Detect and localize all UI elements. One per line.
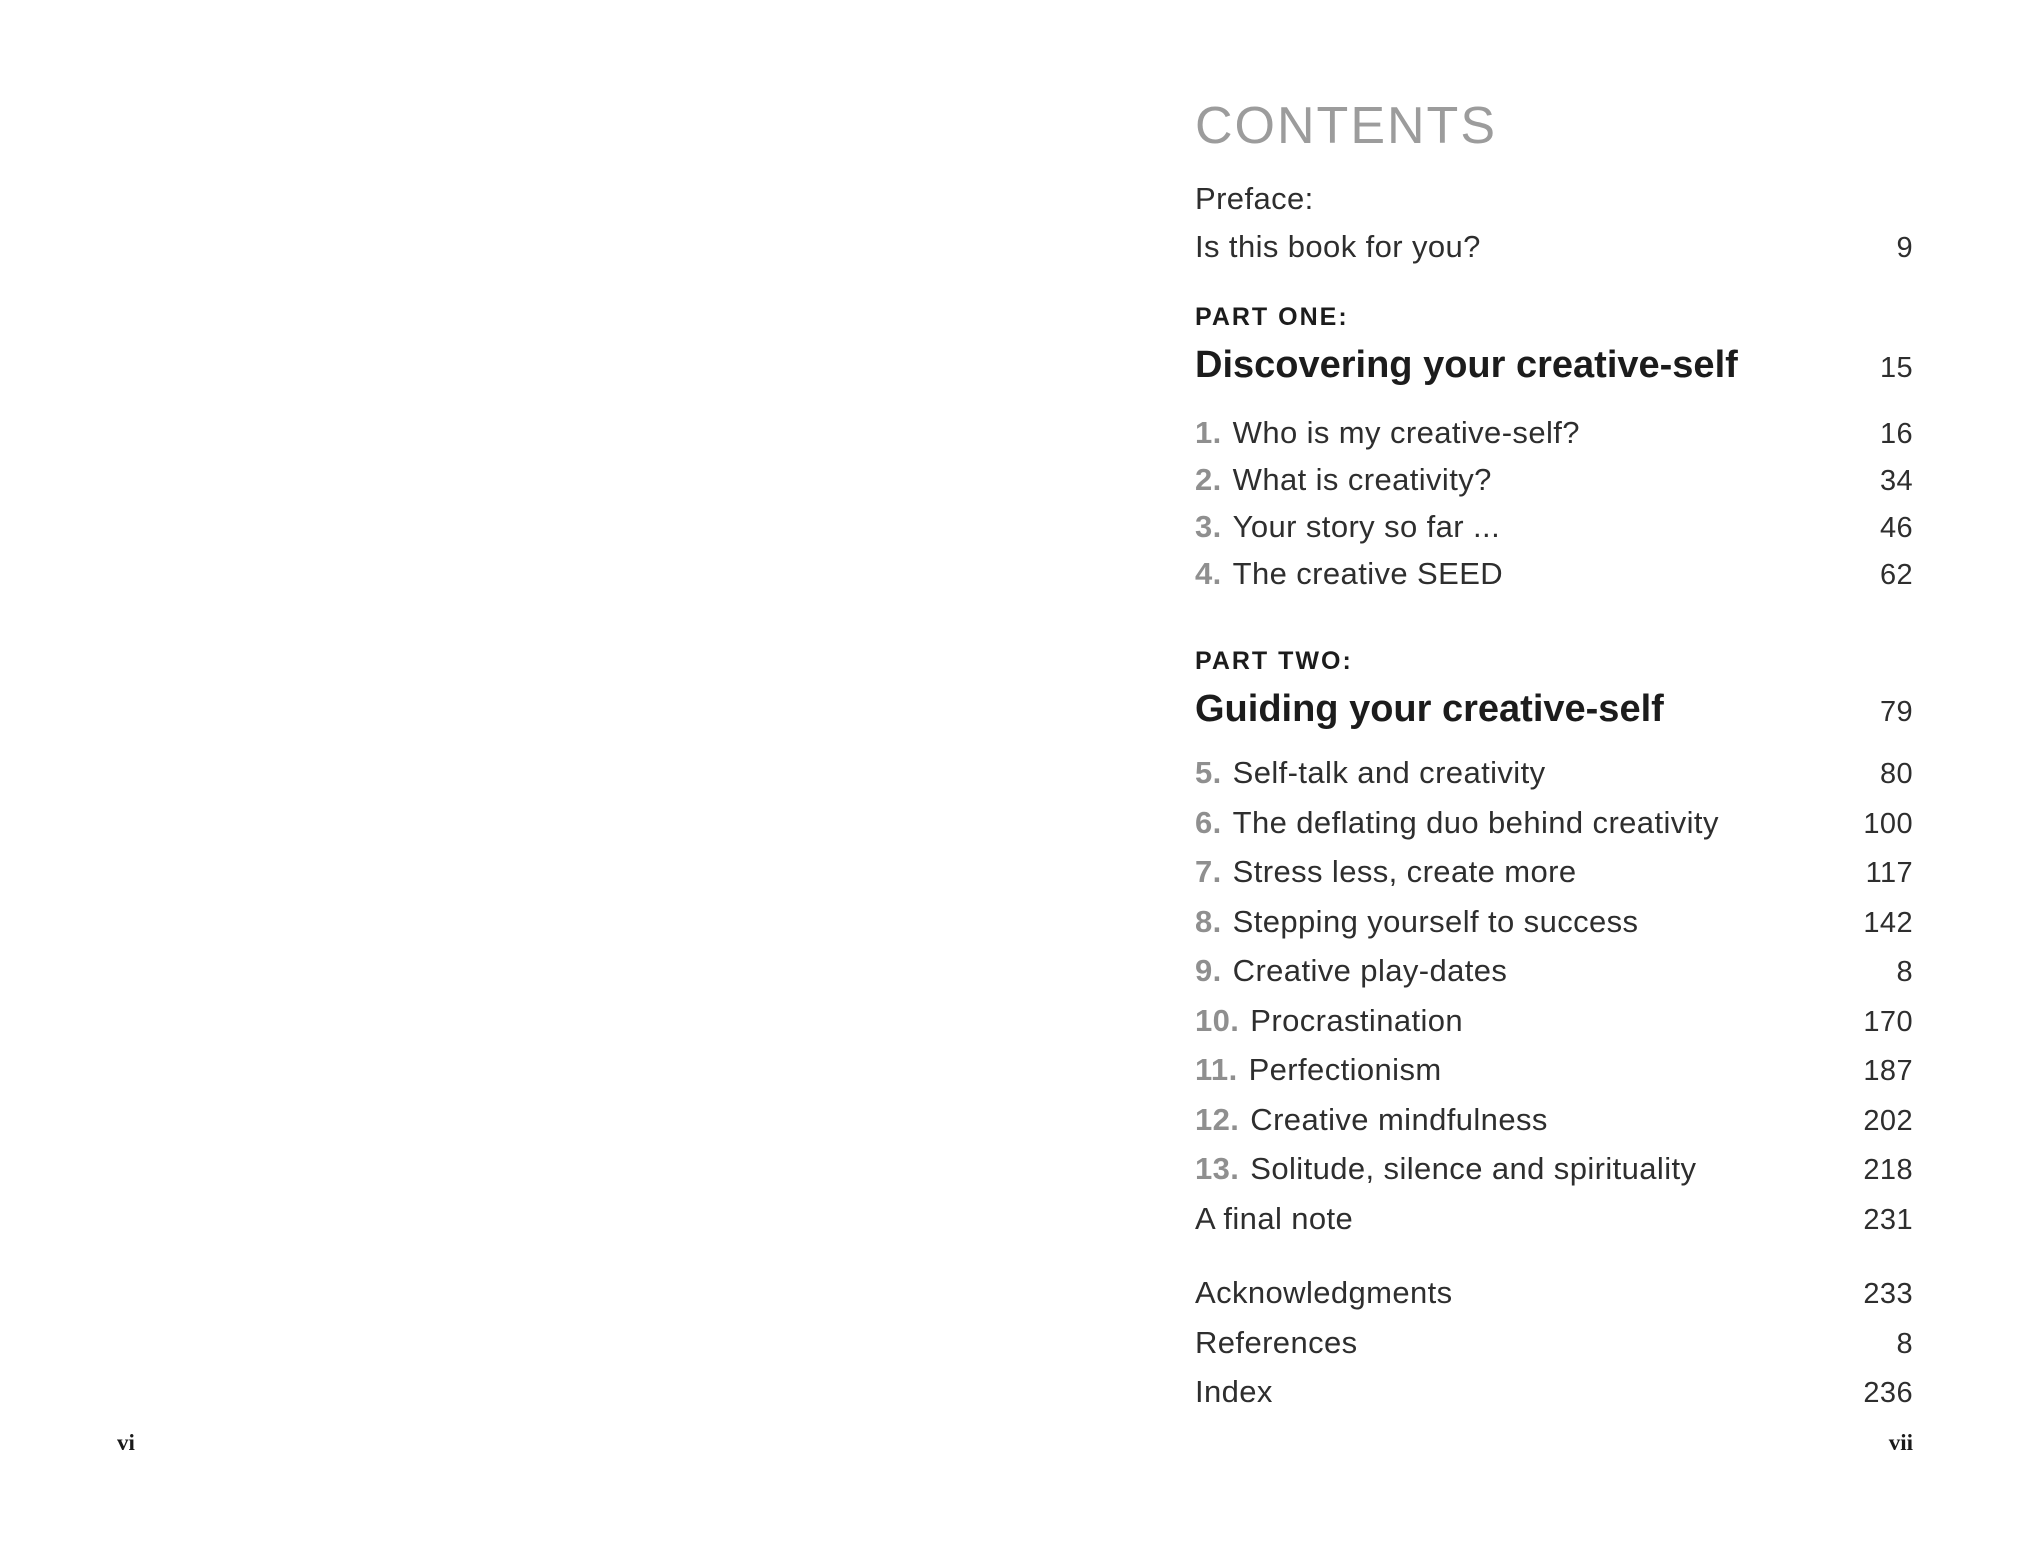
chapter-page-number: 187 <box>1863 1055 1913 1087</box>
chapter-number: 5. <box>1195 755 1222 790</box>
backmatter-page-number: 8 <box>1896 1327 1913 1360</box>
part-two-chapter-list <box>1195 749 1913 1244</box>
toc-entry <box>1195 749 1913 799</box>
toc-entry <box>1195 1195 1913 1245</box>
chapter-number: 4. <box>1195 556 1222 591</box>
toc-entry-label <box>1195 410 1580 456</box>
toc-entry <box>1195 848 1913 898</box>
chapter-number: 11. <box>1195 1052 1238 1087</box>
chapter-title: Creative play-dates <box>1232 953 1508 988</box>
chapter-title: Solitude, silence and spirituality <box>1250 1151 1697 1186</box>
chapter-title: Procrastination <box>1250 1002 1464 1038</box>
chapter-number: 1. <box>1195 415 1222 450</box>
preface-page-number: 9 <box>1896 231 1913 264</box>
toc-entry-label <box>1195 1046 1442 1094</box>
toc-entry <box>1195 1368 1913 1418</box>
part-one-chapter-list <box>1195 410 1913 598</box>
toc-entry <box>1195 410 1913 457</box>
chapter-title: The deflating duo behind creativity <box>1232 804 1719 840</box>
chapter-title: Perfectionism <box>1248 1052 1442 1087</box>
chapter-number: 8. <box>1195 903 1222 939</box>
toc-entry-label <box>1195 1096 1548 1144</box>
chapter-page-number: 170 <box>1863 1005 1913 1038</box>
chapter-page-number: 117 <box>1865 857 1913 889</box>
part-one-kicker: PART ONE: <box>1195 303 1349 331</box>
chapter-title: Who is my creative-self? <box>1232 415 1580 450</box>
chapter-number: 13. <box>1195 1151 1240 1186</box>
chapter-title: Your story so far ... <box>1232 509 1501 544</box>
toc-entry <box>1195 997 1913 1047</box>
toc-entry-label <box>1195 947 1507 995</box>
toc-entry <box>1195 799 1913 849</box>
part-two-kicker: PART TWO: <box>1195 647 1353 675</box>
chapter-title: The creative SEED <box>1232 556 1504 591</box>
toc-entry <box>1195 898 1913 948</box>
chapter-title: Stepping yourself to success <box>1232 903 1639 939</box>
chapter-page-number: 202 <box>1863 1104 1913 1137</box>
folio-right-page-number: vii <box>1888 1430 1913 1455</box>
toc-entry-label <box>1195 898 1638 946</box>
part-one-title-row <box>1195 340 1913 393</box>
toc-entry-label <box>1195 1195 1353 1243</box>
part-one-page-number: 15 <box>1879 352 1913 384</box>
toc-entry-label <box>1195 504 1500 550</box>
backmatter-page-number: 233 <box>1863 1278 1913 1310</box>
backmatter-page-number: 236 <box>1863 1377 1913 1409</box>
chapter-page-number: 46 <box>1879 512 1913 544</box>
toc-entry <box>1195 1319 1913 1369</box>
toc-entry-label <box>1195 799 1719 847</box>
chapter-page-number: 62 <box>1879 559 1913 591</box>
chapter-title: Self-talk and creativity <box>1232 755 1546 790</box>
toc-entry <box>1195 947 1913 997</box>
chapter-number: 6. <box>1195 804 1222 840</box>
backmatter-list <box>1195 1269 1913 1418</box>
part-two-title-row <box>1195 684 1913 737</box>
preface-question: Is this book for you? <box>1195 228 1481 264</box>
toc-entry-label <box>1195 997 1463 1045</box>
chapter-number: 7. <box>1195 854 1222 889</box>
chapter-number: 3. <box>1195 509 1222 544</box>
toc-entry-label <box>1195 848 1576 896</box>
preface-label: Preface: <box>1195 181 1314 216</box>
chapter-page-number: 80 <box>1879 758 1913 790</box>
table-of-contents <box>1195 98 1913 1418</box>
toc-entry-label <box>1195 1145 1696 1193</box>
chapter-title: What is creativity? <box>1232 462 1492 497</box>
toc-entry <box>1195 504 1913 551</box>
chapter-title: Creative mindfulness <box>1250 1101 1548 1137</box>
part-two-title: Guiding your creative-self <box>1195 688 1664 730</box>
toc-entry-label <box>1195 551 1503 597</box>
toc-entry-label <box>1195 749 1546 797</box>
toc-entry <box>1195 1145 1913 1195</box>
toc-entry <box>1195 457 1913 504</box>
chapter-number: 2. <box>1195 462 1222 497</box>
toc-entry <box>1195 1269 1913 1319</box>
chapter-page-number: 16 <box>1879 418 1913 450</box>
part-two-page-number: 79 <box>1879 696 1913 728</box>
folio-left-page-number: vi <box>117 1430 135 1455</box>
preface-group <box>1195 175 1913 272</box>
chapter-page-number: 142 <box>1863 906 1913 939</box>
toc-entry-label <box>1195 457 1492 503</box>
chapter-page-number: 231 <box>1863 1203 1913 1236</box>
contents-title: CONTENTS <box>1195 97 1497 155</box>
chapter-title: A final note <box>1195 1200 1354 1236</box>
backmatter-title: Index <box>1195 1374 1273 1409</box>
chapter-page-number: 8 <box>1896 956 1913 988</box>
chapter-number: 10. <box>1195 1002 1240 1038</box>
chapter-title: Stress less, create more <box>1232 854 1577 889</box>
toc-entry <box>1195 1046 1913 1096</box>
chapter-page-number: 34 <box>1879 465 1913 497</box>
chapter-number: 9. <box>1195 953 1222 988</box>
toc-entry <box>1195 551 1913 598</box>
chapter-number: 12. <box>1195 1101 1240 1137</box>
chapter-page-number: 218 <box>1863 1154 1913 1186</box>
part-one-title: Discovering your creative-self <box>1195 344 1738 386</box>
backmatter-title: References <box>1195 1324 1358 1360</box>
toc-entry <box>1195 1096 1913 1146</box>
chapter-page-number: 100 <box>1863 807 1913 840</box>
backmatter-title: Acknowledgments <box>1195 1275 1453 1310</box>
